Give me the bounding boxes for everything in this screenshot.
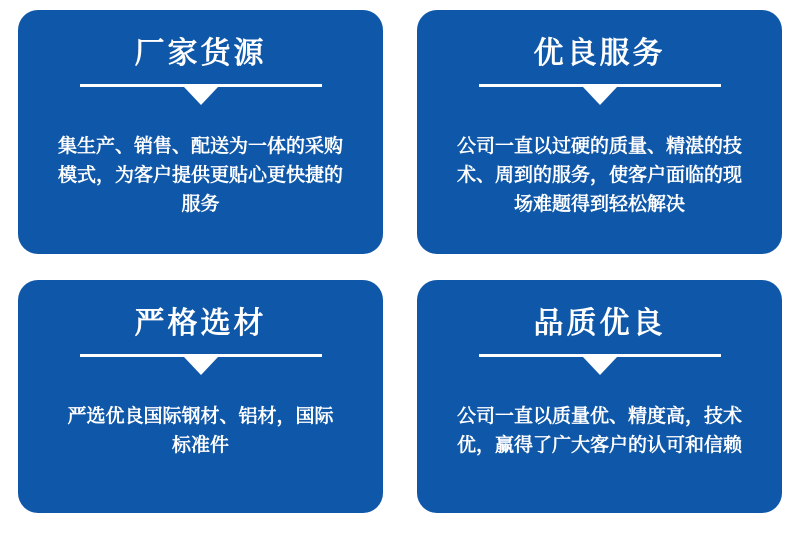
body-line: 严选优良国际钢材、铝材，国际: [67, 406, 334, 427]
card-title: 厂家货源: [134, 37, 267, 70]
card-body: [18, 402, 383, 460]
title-divider: [80, 84, 322, 105]
card-title: 优良服务: [533, 37, 666, 70]
down-triangle-icon: [583, 357, 617, 375]
down-triangle-icon: [583, 87, 617, 105]
card-body: [18, 132, 383, 219]
feature-card-factory-supply: [18, 10, 383, 254]
body-line: 优，赢得了广大客户的认可和信赖: [456, 435, 742, 456]
card-title: 品质优良: [533, 307, 666, 340]
card-body: [417, 402, 782, 460]
feature-card-strict-material-selection: [18, 280, 383, 513]
title-divider: [80, 354, 322, 375]
body-line: 模式，为客户提供更贴心更快捷的: [57, 165, 343, 186]
body-line: 集生产、销售、配送为一体的采购: [57, 136, 343, 157]
body-line: 场难题得到轻松解决: [513, 194, 685, 215]
body-line: 术、周到的服务，使客户面临的现: [456, 165, 742, 186]
body-line: 公司一直以过硬的质量、精湛的技: [456, 136, 742, 157]
feature-card-excellent-service: [417, 10, 782, 254]
body-line: 标准件: [171, 435, 229, 456]
title-divider: [479, 354, 721, 375]
feature-card-excellent-quality: [417, 280, 782, 513]
title-divider: [479, 84, 721, 105]
body-line: 公司一直以质量优、精度高，技术: [456, 406, 742, 427]
card-title: 严格选材: [134, 307, 267, 340]
card-body: [417, 132, 782, 219]
down-triangle-icon: [184, 357, 218, 375]
down-triangle-icon: [184, 87, 218, 105]
body-line: 服务: [181, 194, 220, 215]
